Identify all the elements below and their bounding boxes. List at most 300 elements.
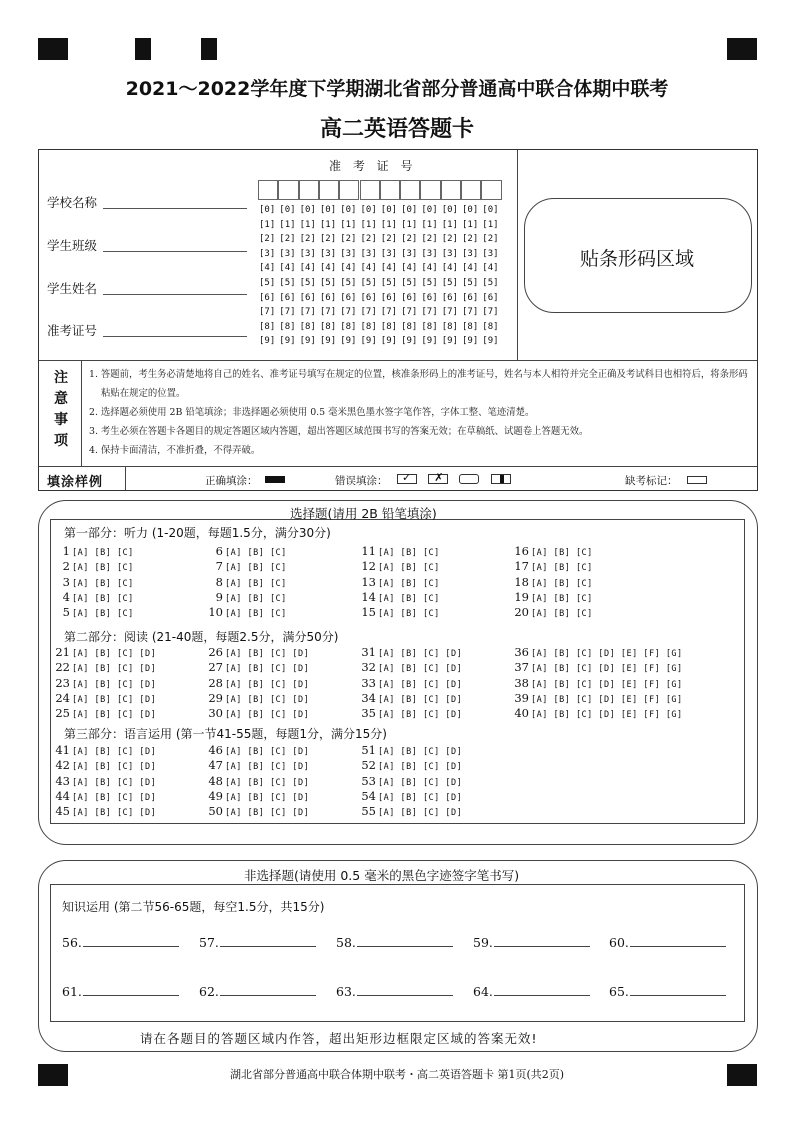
digit-bubble[interactable]: [3] — [401, 248, 418, 259]
question-45[interactable] — [50, 804, 156, 818]
digit-bubble[interactable]: [4] — [259, 263, 276, 274]
digit-bubble[interactable]: [7] — [259, 307, 276, 318]
answer-bubbles[interactable]: [A] [B] [C] — [378, 593, 440, 604]
question-48[interactable] — [203, 774, 309, 788]
exam-number-digit-box[interactable] — [319, 180, 339, 200]
digit-bubble[interactable]: [5] — [380, 278, 398, 288]
digit-bubble[interactable]: [3] — [462, 248, 479, 259]
digit-bubble[interactable]: [4] — [421, 263, 438, 274]
digit-bubble[interactable]: [6] — [279, 292, 296, 303]
question-41[interactable] — [50, 743, 156, 757]
question-number: 4 — [62, 589, 70, 604]
answer-line[interactable] — [220, 935, 316, 947]
digit-bubble[interactable]: [8] — [482, 321, 499, 332]
digit-bubble[interactable]: [2] — [259, 234, 276, 245]
digit-bubble[interactable]: [2] — [380, 234, 398, 245]
digit-bubble[interactable]: [9] — [259, 336, 276, 347]
answer-bubbles[interactable]: [A] [B] [C] [D] — [72, 762, 157, 773]
answer-bubbles[interactable]: [A] [B] [C] — [72, 593, 134, 604]
digit-bubble[interactable]: [1] — [259, 219, 276, 230]
digit-bubble[interactable]: [2] — [340, 234, 357, 245]
question-30[interactable] — [203, 706, 309, 720]
question-43[interactable] — [50, 774, 156, 788]
answer-bubbles[interactable]: [A] [B] [C] — [225, 548, 287, 558]
digit-bubble[interactable]: [0] — [482, 205, 499, 215]
digit-bubble[interactable]: [7] — [380, 307, 398, 318]
blank-63[interactable] — [336, 984, 453, 999]
blank-number: 60. — [609, 935, 629, 950]
answer-bubbles[interactable]: [A] [B] [C] [D] — [72, 649, 157, 659]
digit-bubble[interactable]: [1] — [299, 219, 316, 230]
exam-number-digit-box[interactable] — [481, 180, 501, 200]
digit-bubble[interactable]: [0] — [421, 205, 438, 215]
digit-bubble[interactable]: [2] — [279, 234, 296, 245]
question-number: 30 — [208, 706, 223, 721]
question-15[interactable] — [356, 605, 440, 619]
question-34[interactable] — [356, 691, 462, 705]
question-10[interactable] — [203, 605, 287, 619]
digit-bubble[interactable]: [8] — [421, 321, 438, 332]
answer-bubbles[interactable]: [A] [B] [C] [D] [E] [F] [G] — [531, 679, 683, 690]
question-52[interactable] — [356, 758, 462, 772]
digit-bubble[interactable]: [7] — [319, 307, 337, 318]
digit-bubble[interactable]: [3] — [421, 248, 438, 259]
question-number: 13 — [361, 574, 376, 589]
digit-bubble[interactable]: [3] — [279, 248, 296, 259]
digit-bubble[interactable]: [9] — [299, 336, 316, 347]
answer-bubbles[interactable]: [A] [B] [C] [D] — [225, 679, 310, 690]
digit-bubble[interactable]: [9] — [421, 336, 438, 347]
question-37[interactable] — [509, 660, 683, 674]
digit-bubble[interactable]: [5] — [482, 278, 499, 288]
digit-bubble[interactable]: [1] — [279, 219, 296, 230]
answer-bubbles[interactable]: [A] [B] [C] [D] — [378, 792, 463, 803]
digit-bubble[interactable]: [0] — [259, 205, 276, 215]
digit-bubble[interactable]: [9] — [319, 336, 337, 347]
answer-bubbles[interactable]: [A] [B] [C] [D] [E] [F] [G] — [531, 649, 683, 659]
digit-bubble[interactable]: [3] — [319, 248, 337, 259]
exam-number-digit-box[interactable] — [441, 180, 461, 200]
boundary-warning: 请在各题目的答题区域内作答，超出矩形边框限定区域的答案无效! — [140, 1031, 538, 1046]
digit-bubble[interactable]: [0] — [279, 205, 296, 215]
digit-bubble[interactable]: [7] — [299, 307, 316, 318]
digit-bubble[interactable]: [1] — [462, 219, 479, 230]
digit-bubble[interactable]: [6] — [299, 292, 316, 303]
digit-bubble[interactable]: [4] — [380, 263, 398, 274]
digit-bubble[interactable]: [1] — [340, 219, 357, 230]
digit-bubble[interactable]: [9] — [380, 336, 398, 347]
question-28[interactable] — [203, 676, 309, 690]
digit-bubble[interactable]: [5] — [360, 278, 377, 288]
digit-bubble[interactable]: [6] — [259, 292, 276, 303]
blank-59[interactable] — [473, 935, 590, 950]
digit-bubble[interactable]: [0] — [340, 205, 357, 215]
blank-61[interactable] — [62, 984, 179, 999]
digit-bubble[interactable]: [8] — [319, 321, 337, 332]
digit-bubble[interactable]: [9] — [279, 336, 296, 347]
answer-bubbles[interactable]: [A] [B] [C] [D] — [72, 792, 157, 803]
answer-bubbles[interactable]: [A] [B] [C] — [531, 548, 593, 558]
question-6[interactable] — [203, 544, 287, 558]
blank-number: 63. — [336, 984, 356, 999]
digit-bubble[interactable]: [6] — [462, 292, 479, 303]
question-2[interactable] — [50, 559, 134, 573]
question-17[interactable] — [509, 559, 593, 573]
answer-line[interactable] — [357, 984, 453, 996]
answer-bubbles[interactable]: [A] [B] [C] — [72, 609, 134, 620]
exam-number-digit-box[interactable] — [400, 180, 420, 200]
question-1[interactable] — [50, 544, 134, 558]
question-18[interactable] — [509, 575, 593, 589]
question-22[interactable] — [50, 660, 156, 674]
question-number: 46 — [208, 743, 223, 757]
question-number: 2 — [62, 559, 70, 574]
digit-bubble[interactable]: [5] — [441, 278, 458, 288]
digit-bubble[interactable]: [9] — [482, 336, 499, 347]
question-39[interactable] — [509, 691, 683, 705]
digit-bubble[interactable]: [0] — [299, 205, 316, 215]
blank-58[interactable] — [336, 935, 453, 950]
answer-bubbles[interactable]: [A] [B] [C] [D] — [378, 664, 463, 675]
question-number: 35 — [361, 706, 376, 721]
digit-bubble[interactable]: [4] — [279, 263, 296, 274]
answer-bubbles[interactable]: [A] [B] [C] — [225, 593, 287, 604]
question-55[interactable] — [356, 804, 462, 818]
blank-60[interactable] — [609, 935, 726, 950]
answer-bubbles[interactable]: [A] [B] [C] [D] — [72, 710, 157, 721]
answer-bubbles[interactable]: [A] [B] [C] [D] — [378, 762, 463, 773]
question-number: 27 — [208, 660, 223, 675]
exam-number-digit-box[interactable] — [278, 180, 298, 200]
answer-bubbles[interactable]: [A] [B] [C] [D] — [225, 710, 310, 721]
exam-number-digit-box[interactable] — [299, 180, 319, 200]
exam-number-digit-box[interactable] — [360, 180, 380, 200]
question-26[interactable] — [203, 645, 309, 659]
digit-bubble[interactable]: [8] — [462, 321, 479, 332]
digit-bubble[interactable]: [6] — [401, 292, 418, 303]
question-number: 53 — [361, 773, 376, 788]
answer-line[interactable] — [630, 984, 726, 996]
answer-bubbles[interactable]: [A] [B] [C] — [378, 609, 440, 620]
digit-bubble[interactable]: [0] — [462, 205, 479, 215]
answer-bubbles[interactable]: [A] [B] [C] [D] — [72, 694, 157, 705]
answer-bubbles[interactable]: [A] [B] [C] [D] — [225, 649, 310, 659]
answer-line[interactable] — [357, 935, 453, 947]
question-number: 45 — [55, 804, 70, 819]
digit-bubble[interactable]: [7] — [279, 307, 296, 318]
exam-number-digit-box[interactable] — [258, 180, 278, 200]
answer-bubbles[interactable]: [A] [B] [C] [D] — [225, 694, 310, 705]
digit-bubble[interactable]: [7] — [482, 307, 499, 318]
question-24[interactable] — [50, 691, 156, 705]
blank-65[interactable] — [609, 984, 726, 999]
question-number: 34 — [361, 690, 376, 705]
question-number: 32 — [361, 660, 376, 675]
answer-bubbles[interactable]: [A] [B] [C] [D] — [225, 792, 310, 803]
digit-bubble[interactable]: [1] — [401, 219, 418, 230]
question-47[interactable] — [203, 758, 309, 772]
answer-bubbles[interactable]: [A] [B] [C] — [72, 548, 134, 558]
exam-number-digit-box[interactable] — [461, 180, 481, 200]
answer-bubbles[interactable]: [A] [B] [C] [D] — [225, 747, 310, 757]
digit-bubble[interactable]: [2] — [360, 234, 377, 245]
digit-bubble[interactable]: [5] — [421, 278, 438, 288]
question-33[interactable] — [356, 676, 462, 690]
question-number: 24 — [55, 690, 70, 705]
blank-number: 58. — [336, 935, 356, 950]
digit-bubble[interactable]: [8] — [401, 321, 418, 332]
digit-bubble[interactable]: [4] — [299, 263, 316, 274]
question-21[interactable] — [50, 645, 156, 659]
question-20[interactable] — [509, 605, 593, 619]
digit-bubble[interactable]: [5] — [259, 278, 276, 288]
answer-bubbles[interactable]: [A] [B] [C] — [531, 563, 593, 574]
answer-bubbles[interactable]: [A] [B] [C] [D] — [72, 808, 157, 819]
answer-bubbles[interactable]: [A] [B] [C] [D] — [72, 664, 157, 675]
question-19[interactable] — [509, 590, 593, 604]
digit-bubble[interactable]: [8] — [360, 321, 377, 332]
answer-line[interactable] — [494, 984, 590, 996]
question-31[interactable] — [356, 645, 462, 659]
question-9[interactable] — [203, 590, 287, 604]
question-5[interactable] — [50, 605, 134, 619]
digit-bubble[interactable]: [1] — [421, 219, 438, 230]
question-53[interactable] — [356, 774, 462, 788]
digit-bubble[interactable]: [4] — [319, 263, 337, 274]
digit-bubble[interactable]: [2] — [319, 234, 337, 245]
answer-bubbles[interactable]: [A] [B] [C] [D] — [378, 808, 463, 819]
digit-bubble[interactable]: [5] — [401, 278, 418, 288]
digit-bubble[interactable]: [7] — [441, 307, 458, 318]
digit-bubble[interactable]: [7] — [340, 307, 357, 318]
digit-bubble[interactable]: [8] — [380, 321, 398, 332]
answer-bubbles[interactable]: [A] [B] [C] — [225, 563, 287, 574]
digit-bubble[interactable]: [7] — [401, 307, 418, 318]
digit-bubble[interactable]: [2] — [299, 234, 316, 245]
answer-bubbles[interactable]: [A] [B] [C] — [378, 578, 440, 589]
question-16[interactable] — [509, 544, 593, 558]
question-46[interactable] — [203, 743, 309, 757]
digit-bubble[interactable]: [2] — [421, 234, 438, 245]
answer-bubbles[interactable]: [A] [B] [C] [D] — [378, 777, 463, 788]
question-14[interactable] — [356, 590, 440, 604]
answer-bubbles[interactable]: [A] [B] [C] [D] — [225, 808, 310, 819]
digit-bubble[interactable]: [0] — [319, 205, 337, 215]
digit-bubble[interactable]: [6] — [441, 292, 458, 303]
digit-bubble[interactable]: [2] — [401, 234, 418, 245]
digit-bubble[interactable]: [9] — [462, 336, 479, 347]
digit-bubble[interactable]: [2] — [462, 234, 479, 245]
exam-number-digit-box[interactable] — [339, 180, 359, 200]
notes-label: 注 意 事 项 — [54, 370, 68, 449]
digit-bubble[interactable]: [8] — [340, 321, 357, 332]
question-number: 1 — [62, 544, 70, 558]
question-38[interactable] — [509, 676, 683, 690]
note-item: 2. 选择题必须使用 2B 铅笔填涂；非选择题必须使用 0.5 毫米黑色墨水签字笔作答，字体工整、笔迹清楚。 — [89, 407, 535, 418]
question-8[interactable] — [203, 575, 287, 589]
answer-bubbles[interactable]: [A] [B] [C] — [531, 593, 593, 604]
question-number: 39 — [514, 690, 529, 705]
answer-bubbles[interactable]: [A] [B] [C] [D] — [378, 679, 463, 690]
correct-fill-sample — [265, 476, 285, 483]
blank-57[interactable] — [199, 935, 316, 950]
answer-line[interactable] — [83, 935, 179, 947]
question-11[interactable] — [356, 544, 440, 558]
exam-number-digit-box[interactable] — [420, 180, 440, 200]
digit-bubble[interactable]: [4] — [360, 263, 377, 274]
digit-bubble[interactable]: [5] — [279, 278, 296, 288]
question-number: 42 — [55, 758, 70, 773]
answer-bubbles[interactable]: [A] [B] [C] [D] — [225, 777, 310, 788]
question-42[interactable] — [50, 758, 156, 772]
digit-bubble[interactable]: [3] — [299, 248, 316, 259]
question-51[interactable] — [356, 743, 462, 757]
digit-bubble[interactable]: [6] — [360, 292, 377, 303]
exam-number-digit-box[interactable] — [380, 180, 400, 200]
digit-bubble[interactable]: [4] — [441, 263, 458, 274]
answer-bubbles[interactable]: [A] [B] [C] [D] — [72, 679, 157, 690]
choice-title: 选择题(请用 2B 铅笔填涂) — [290, 506, 437, 521]
answer-bubbles[interactable]: [A] [B] [C] [D] — [378, 710, 463, 721]
answer-bubbles[interactable]: [A] [B] [C] [D] — [225, 762, 310, 773]
digit-bubble[interactable]: [4] — [401, 263, 418, 274]
answer-bubbles[interactable]: [A] [B] [C] [D] — [72, 747, 157, 757]
digit-bubble[interactable]: [3] — [482, 248, 499, 259]
question-25[interactable] — [50, 706, 156, 720]
blank-56[interactable] — [62, 935, 179, 950]
digit-bubble[interactable]: [8] — [259, 321, 276, 332]
digit-bubble[interactable]: [9] — [360, 336, 377, 347]
registration-mark — [727, 38, 757, 60]
answer-bubbles[interactable]: [A] [B] [C] [D] [E] [F] [G] — [531, 664, 683, 675]
digit-bubble[interactable]: [8] — [279, 321, 296, 332]
digit-bubble[interactable]: [4] — [340, 263, 357, 274]
question-27[interactable] — [203, 660, 309, 674]
digit-bubble[interactable]: [4] — [462, 263, 479, 274]
question-32[interactable] — [356, 660, 462, 674]
answer-bubbles[interactable]: [A] [B] [C] — [378, 563, 440, 574]
question-number: 52 — [361, 758, 376, 773]
class-field[interactable] — [103, 251, 247, 252]
digit-bubble[interactable]: [2] — [441, 234, 458, 245]
digit-bubble[interactable]: [5] — [340, 278, 357, 288]
answer-bubbles[interactable]: [A] [B] [C] [D] [E] [F] [G] — [531, 694, 683, 705]
answer-line[interactable] — [494, 935, 590, 947]
answer-bubbles[interactable]: [A] [B] [C] — [531, 578, 593, 589]
absent-mark-box[interactable] — [687, 476, 707, 484]
answer-bubbles[interactable]: [A] [B] [C] [D] — [378, 747, 463, 757]
question-29[interactable] — [203, 691, 309, 705]
student-name-field[interactable] — [103, 294, 247, 295]
question-3[interactable] — [50, 575, 134, 589]
wrong-fill-label: 错误填涂： — [335, 475, 388, 487]
question-number: 6 — [215, 544, 223, 558]
question-number: 14 — [361, 589, 376, 604]
question-36[interactable] — [509, 645, 683, 659]
digit-bubble[interactable]: [9] — [441, 336, 458, 347]
answer-bubbles[interactable]: [A] [B] [C] — [531, 609, 593, 620]
answer-bubbles[interactable]: [A] [B] [C] — [225, 609, 287, 620]
blank-62[interactable] — [199, 984, 316, 999]
question-40[interactable] — [509, 706, 683, 720]
answer-bubbles[interactable]: [A] [B] [C] — [225, 578, 287, 589]
digit-bubble[interactable]: [0] — [441, 205, 458, 215]
digit-bubble[interactable]: [7] — [421, 307, 438, 318]
digit-bubble[interactable]: [3] — [441, 248, 458, 259]
question-23[interactable] — [50, 676, 156, 690]
digit-bubble[interactable]: [0] — [401, 205, 418, 215]
question-12[interactable] — [356, 559, 440, 573]
digit-bubble[interactable]: [5] — [319, 278, 337, 288]
digit-bubble[interactable]: [4] — [482, 263, 499, 274]
digit-bubble[interactable]: [6] — [319, 292, 337, 303]
digit-bubble[interactable]: [0] — [380, 205, 398, 215]
digit-bubble[interactable]: [3] — [340, 248, 357, 259]
school-name-field[interactable] — [103, 208, 247, 209]
digit-bubble[interactable]: [0] — [360, 205, 377, 215]
question-35[interactable] — [356, 706, 462, 720]
answer-bubbles[interactable]: [A] [B] [C] — [72, 578, 134, 589]
digit-bubble[interactable]: [6] — [482, 292, 499, 303]
digit-bubble[interactable]: [5] — [462, 278, 479, 288]
question-4[interactable] — [50, 590, 134, 604]
answer-bubbles[interactable]: [A] [B] [C] — [72, 563, 134, 574]
answer-bubbles[interactable]: [A] [B] [C] [D] — [72, 777, 157, 788]
question-50[interactable] — [203, 804, 309, 818]
digit-bubble[interactable]: [7] — [462, 307, 479, 318]
answer-bubbles[interactable]: [A] [B] [C] [D] [E] [F] [G] — [531, 710, 683, 721]
question-number: 25 — [55, 706, 70, 721]
digit-bubble[interactable]: [9] — [401, 336, 418, 347]
answer-bubbles[interactable]: [A] [B] [C] [D] — [378, 649, 463, 659]
question-number: 28 — [208, 675, 223, 690]
digit-bubble[interactable]: [3] — [360, 248, 377, 259]
question-44[interactable] — [50, 789, 156, 803]
digit-bubble[interactable]: [7] — [360, 307, 377, 318]
exam-number-field[interactable] — [103, 336, 247, 337]
answer-bubbles[interactable]: [A] [B] [C] [D] — [378, 694, 463, 705]
digit-bubble[interactable]: [1] — [380, 219, 398, 230]
question-49[interactable] — [203, 789, 309, 803]
question-54[interactable] — [356, 789, 462, 803]
class-label: 学生班级 — [47, 238, 98, 253]
digit-bubble[interactable]: [6] — [340, 292, 357, 303]
digit-bubble[interactable]: [3] — [380, 248, 398, 259]
digit-bubble[interactable]: [8] — [441, 321, 458, 332]
digit-bubble[interactable]: [1] — [360, 219, 377, 230]
question-13[interactable] — [356, 575, 440, 589]
digit-bubble[interactable]: [5] — [299, 278, 316, 288]
question-number: 38 — [514, 675, 529, 690]
blank-64[interactable] — [473, 984, 590, 999]
digit-bubble[interactable]: [9] — [340, 336, 357, 347]
digit-bubble[interactable]: [8] — [299, 321, 316, 332]
digit-bubble[interactable]: [2] — [482, 234, 499, 245]
question-7[interactable] — [203, 559, 287, 573]
digit-bubble[interactable]: [6] — [380, 292, 398, 303]
digit-bubble[interactable]: [1] — [441, 219, 458, 230]
answer-bubbles[interactable]: [A] [B] [C] — [378, 548, 440, 558]
answer-line[interactable] — [220, 984, 316, 996]
digit-bubble[interactable]: [1] — [482, 219, 499, 230]
answer-bubbles[interactable]: [A] [B] [C] [D] — [225, 664, 310, 675]
answer-line[interactable] — [83, 984, 179, 996]
digit-bubble[interactable]: [6] — [421, 292, 438, 303]
digit-bubble[interactable]: [3] — [259, 248, 276, 259]
part1-title: 第一部分：听力 (1-20题，每题1.5分，满分30分) — [64, 526, 331, 540]
answer-line[interactable] — [630, 935, 726, 947]
digit-bubble[interactable]: [1] — [319, 219, 337, 230]
